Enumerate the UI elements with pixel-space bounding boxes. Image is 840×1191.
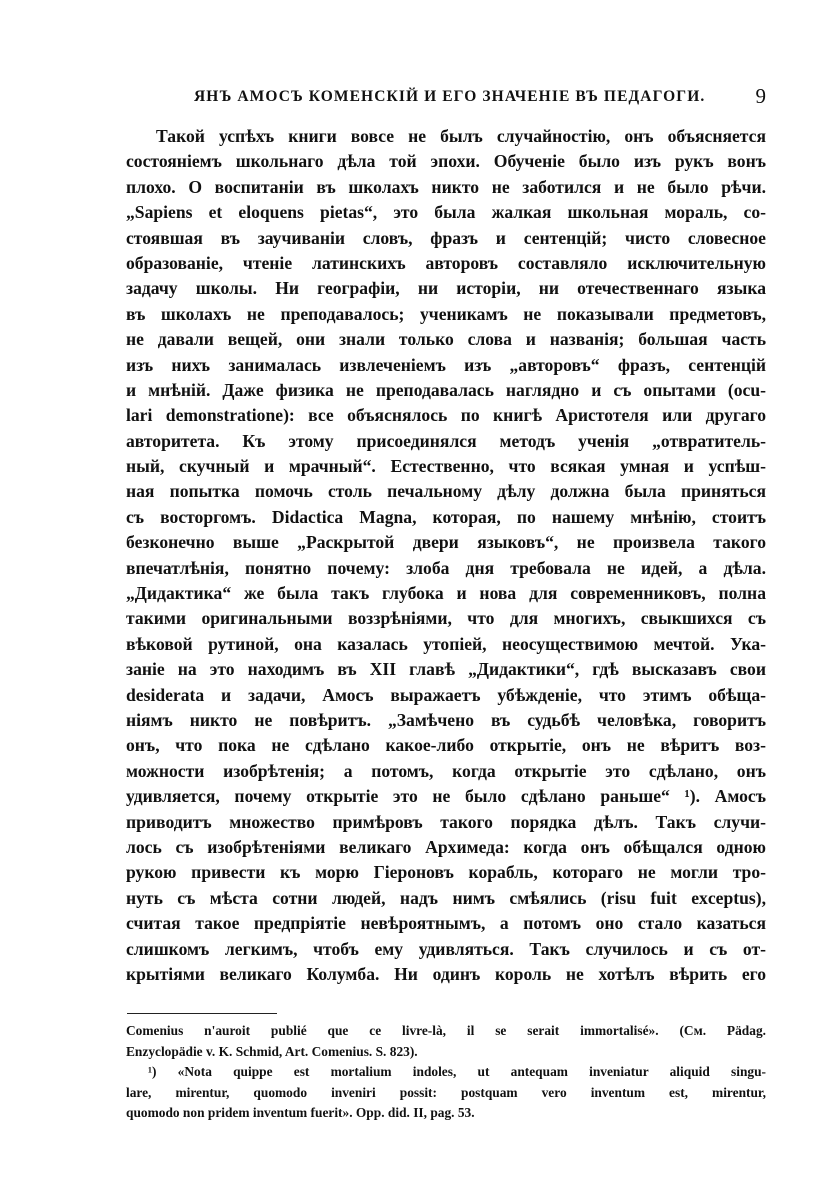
text-line: „Дидактика“ же была такъ глубока и нова для современниковъ, полна <box>126 583 766 604</box>
footnote-line: lare, mirentur, quomodo inveniri possit: postquam vero inventum est, mirentur, <box>126 1084 766 1100</box>
text-line: плохо. О воспитаніи въ школахъ никто не заботился и не было рѣчи. <box>126 176 766 197</box>
text-line: нуть съ мѣста сотни людей, надъ нимъ смѣялись (risu fuit exceptus), <box>126 887 766 908</box>
text-line: такими оригинальными воззрѣніями, что для многихъ, свыкшихся съ <box>126 608 766 629</box>
text-line: ная попытка помочь столь печальному дѣлу должна была приняться <box>126 481 766 502</box>
footnote-line: Enzyclopädie v. K. Schmid, Art. Comenius. S. 823). <box>126 1043 418 1059</box>
text-line: „Sapiens et eloquens pietas“, это была жалкая школьная мораль, со- <box>126 202 766 223</box>
text-line: впечатлѣнія, понятно почему: злоба дня требовала не идей, а дѣла. <box>126 557 766 578</box>
text-line: съ восторгомъ. Didactica Magna, которая, по нашему мнѣнію, стоитъ <box>126 506 766 527</box>
page-header <box>126 84 766 114</box>
footnote-line: Comenius n'auroit publié que ce livre-là, il se serait immortalisé». (См. Pädag. <box>126 1023 766 1038</box>
text-line: заніе на это находимъ въ XII главѣ „Дидактики“, гдѣ высказавъ свои <box>126 659 766 680</box>
text-line: приводитъ множество примѣровъ такого порядка дѣлъ. Такъ случи- <box>126 811 766 832</box>
main-text <box>126 124 766 987</box>
text-line: состояніемъ школьнаго дѣла той эпохи. Обученіе было изъ рукъ вонъ <box>126 151 766 172</box>
page-number: 9 <box>755 84 766 108</box>
text-line: ніямъ никто не повѣритъ. „Замѣчено въ судьбѣ человѣка, говоритъ <box>126 709 766 730</box>
text-line: можности изобрѣтенія; а потомъ, когда открытіе это сдѣлано, онъ <box>126 760 766 781</box>
running-head: ЯНЪ АМОСЪ КОМЕНСКІЙ И ЕГО ЗНАЧЕНІЕ ВЪ ПЕДАГОГИ. <box>194 88 706 105</box>
text-line: считая такое предпріятіе невѣроятнымъ, а потомъ оно стало казаться <box>126 913 766 934</box>
footnote-line: quomodo non pridem inventum fuerit». Opp. did. II, pag. 53. <box>126 1105 475 1120</box>
text-line: лось съ изобрѣтеніями великаго Архимеда: когда онъ обѣщался одною <box>126 836 766 857</box>
text-line: въ школахъ не преподавалось; ученикамъ не показывали предметовъ, <box>126 303 766 324</box>
text-line: lari demonstratione): все объяснялось по книгѣ Аристотеля или другаго <box>126 405 766 426</box>
text-line: вѣковой рутиной, она казалась утопіей, неосуществимою мечтой. Ука- <box>126 633 766 654</box>
text-line: слишкомъ легкимъ, чтобъ ему удивляться. Такъ случилось и съ от- <box>126 938 766 959</box>
text-line: изъ нихъ занималась извлеченіемъ изъ „авторовъ“ фразъ, сентенцій <box>126 354 766 375</box>
text-line: Такой успѣхъ книги вовсе не былъ случайностію, онъ объясняется <box>156 126 766 146</box>
text-line: рукою привести къ морю Гіероновъ корабль, котораго не могли тро- <box>126 862 766 883</box>
text-line: онъ, что пока не сдѣлано какое-либо открытіе, онъ не вѣритъ воз- <box>126 735 766 756</box>
footnotes <box>126 1021 766 1124</box>
text-line: и мнѣній. Даже физика не преподавалась наглядно и съ опытами (ocu- <box>126 379 766 400</box>
text-line: стоявшая въ заучиваніи словъ, фразъ и сентенцій; чисто словесное <box>126 227 766 248</box>
footnote-separator <box>127 1013 277 1014</box>
text-line: удивляется, почему открытіе это не было сдѣлано раньше“ ¹). Амосъ <box>126 786 766 807</box>
text-line: ный, скучный и мрачный“. Естественно, что всякая умная и успѣш- <box>126 456 766 477</box>
text-line: авторитета. Къ этому присоединялся методъ ученія „отвратитель- <box>126 430 766 451</box>
text-line: крытіями великаго Колумба. Ни одинъ король не хотѣлъ вѣрить его <box>126 963 766 984</box>
footnote-line: ¹) «Nota quippe est mortalium indoles, ut antequam inveniatur aliquid singu- <box>148 1064 766 1079</box>
text-line: безконечно выше „Раскрытой двери языковъ“, не произвела такого <box>126 532 766 553</box>
text-line: не давали вещей, они знали только слова и названія; большая часть <box>126 329 766 350</box>
text-line: desiderata и задачи, Амосъ выражаетъ убѣжденіе, что этимъ обѣща- <box>126 684 766 705</box>
text-line: задачу школы. Ни географіи, ни исторіи, ни отечественнаго языка <box>126 278 766 299</box>
text-line: образованіе, чтеніе латинскихъ авторовъ составляло исключительную <box>126 252 766 273</box>
